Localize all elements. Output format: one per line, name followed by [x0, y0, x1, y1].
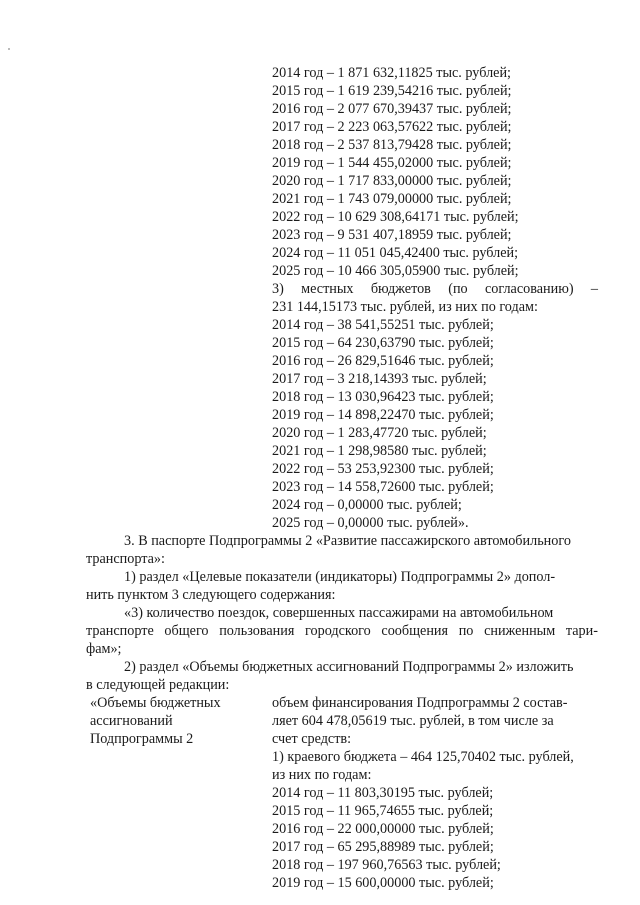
year-line: 2025 год – 10 466 305,05900 тыс. рублей; — [272, 263, 519, 279]
table-right-text: счет средств: — [272, 731, 352, 747]
local-year-line: 2014 год – 38 541,55251 тыс. рублей; — [272, 317, 494, 333]
year-line: 2018 год – 2 537 813,79428 тыс. рублей; — [272, 137, 512, 153]
table-right-year-line: 2014 год – 11 803,30195 тыс. рублей; — [272, 785, 494, 801]
local-year-line: 2025 год – 0,00000 тыс. рублей». — [272, 515, 469, 531]
quote-word: сообщения — [381, 623, 449, 639]
table-right-text: 1) краевого бюджета – 464 125,70402 тыс. рублей, — [272, 749, 574, 765]
quote-word: пользования — [219, 623, 295, 639]
table-right-year-line: 2015 год – 11 965,74655 тыс. рублей; — [272, 803, 494, 819]
heading-word: согласованию) — [484, 281, 574, 297]
heading-word: 3) — [272, 281, 284, 297]
year-line: 2021 год – 1 743 079,00000 тыс. рублей; — [272, 191, 512, 207]
quote-word: транспорте — [86, 623, 154, 639]
local-year-line: 2022 год – 53 253,92300 тыс. рублей; — [272, 461, 494, 477]
table-right-year-line: 2018 год – 197 960,76563 тыс. рублей; — [272, 857, 501, 873]
local-year-line: 2016 год – 26 829,51646 тыс. рублей; — [272, 353, 494, 369]
quote-word: по — [458, 623, 474, 639]
scan-speck — [8, 48, 10, 50]
quote-paragraph: «3) количество поездок, совершенных пассажирами на автомобильном — [124, 605, 554, 621]
table-right-text: из них по годам: — [272, 767, 372, 783]
quote-word: общего — [164, 623, 209, 639]
local-year-line: 2021 год – 1 298,98580 тыс. рублей; — [272, 443, 487, 459]
heading-word: бюджетов — [370, 281, 431, 297]
year-line: 2014 год – 1 871 632,11825 тыс. рублей; — [272, 65, 511, 81]
local-year-line: 2017 год – 3 218,14393 тыс. рублей; — [272, 371, 487, 387]
local-year-line: 2020 год – 1 283,47720 тыс. рублей; — [272, 425, 487, 441]
local-year-line: 2015 год – 64 230,63790 тыс. рублей; — [272, 335, 494, 351]
heading-word: (по — [448, 281, 468, 297]
local-year-line: 2019 год – 14 898,22470 тыс. рублей; — [272, 407, 494, 423]
item-1-paragraph-cont: нить пунктом 3 следующего содержания: — [86, 587, 336, 603]
quote-word: тари- — [565, 623, 598, 639]
section-3-paragraph-cont: транспорта»: — [86, 551, 165, 567]
heading-word: местных — [301, 281, 354, 297]
table-right-year-line: 2019 год – 15 600,00000 тыс. рублей; — [272, 875, 494, 891]
year-line: 2016 год – 2 077 670,39437 тыс. рублей; — [272, 101, 512, 117]
year-line: 2022 год – 10 629 308,64171 тыс. рублей; — [272, 209, 519, 225]
year-line: 2017 год – 2 223 063,57622 тыс. рублей; — [272, 119, 512, 135]
table-left-label: Подпрограммы 2 — [90, 731, 194, 747]
year-line: 2023 год – 9 531 407,18959 тыс. рублей; — [272, 227, 512, 243]
quote-word: сниженным — [484, 623, 556, 639]
year-line: 2024 год – 11 051 045,42400 тыс. рублей; — [272, 245, 519, 261]
local-budgets-heading — [272, 280, 598, 298]
local-year-line: 2018 год – 13 030,96423 тыс. рублей; — [272, 389, 494, 405]
quote-paragraph-end: фам»; — [86, 641, 122, 657]
table-right-year-line: 2017 год – 65 295,88989 тыс. рублей; — [272, 839, 494, 855]
quote-paragraph-cont — [86, 622, 598, 640]
section-3-paragraph: 3. В паспорте Подпрограммы 2 «Развитие пассажирского автомобильного — [124, 533, 571, 549]
year-line: 2015 год – 1 619 239,54216 тыс. рублей; — [272, 83, 512, 99]
table-right-text: объем финансирования Подпрограммы 2 состав- — [272, 695, 568, 711]
local-budgets-total: 231 144,15173 тыс. рублей, из них по годам: — [272, 299, 538, 315]
heading-word: – — [590, 281, 598, 297]
item-1-paragraph: 1) раздел «Целевые показатели (индикаторы) Подпрограммы 2» допол- — [124, 569, 556, 585]
year-line: 2019 год – 1 544 455,02000 тыс. рублей; — [272, 155, 512, 171]
table-right-text: ляет 604 478,05619 тыс. рублей, в том числе за — [272, 713, 554, 729]
year-line: 2020 год – 1 717 833,00000 тыс. рублей; — [272, 173, 512, 189]
table-left-label: ассигнований — [90, 713, 173, 729]
table-right-year-line: 2016 год – 22 000,00000 тыс. рублей; — [272, 821, 494, 837]
item-2-paragraph-cont: в следующей редакции: — [86, 677, 230, 693]
local-year-line: 2023 год – 14 558,72600 тыс. рублей; — [272, 479, 494, 495]
item-2-paragraph: 2) раздел «Объемы бюджетных ассигнований Подпрограммы 2» изложить — [124, 659, 574, 675]
local-year-line: 2024 год – 0,00000 тыс. рублей; — [272, 497, 462, 513]
quote-word: городского — [305, 623, 371, 639]
table-left-label: «Объемы бюджетных — [90, 695, 221, 711]
